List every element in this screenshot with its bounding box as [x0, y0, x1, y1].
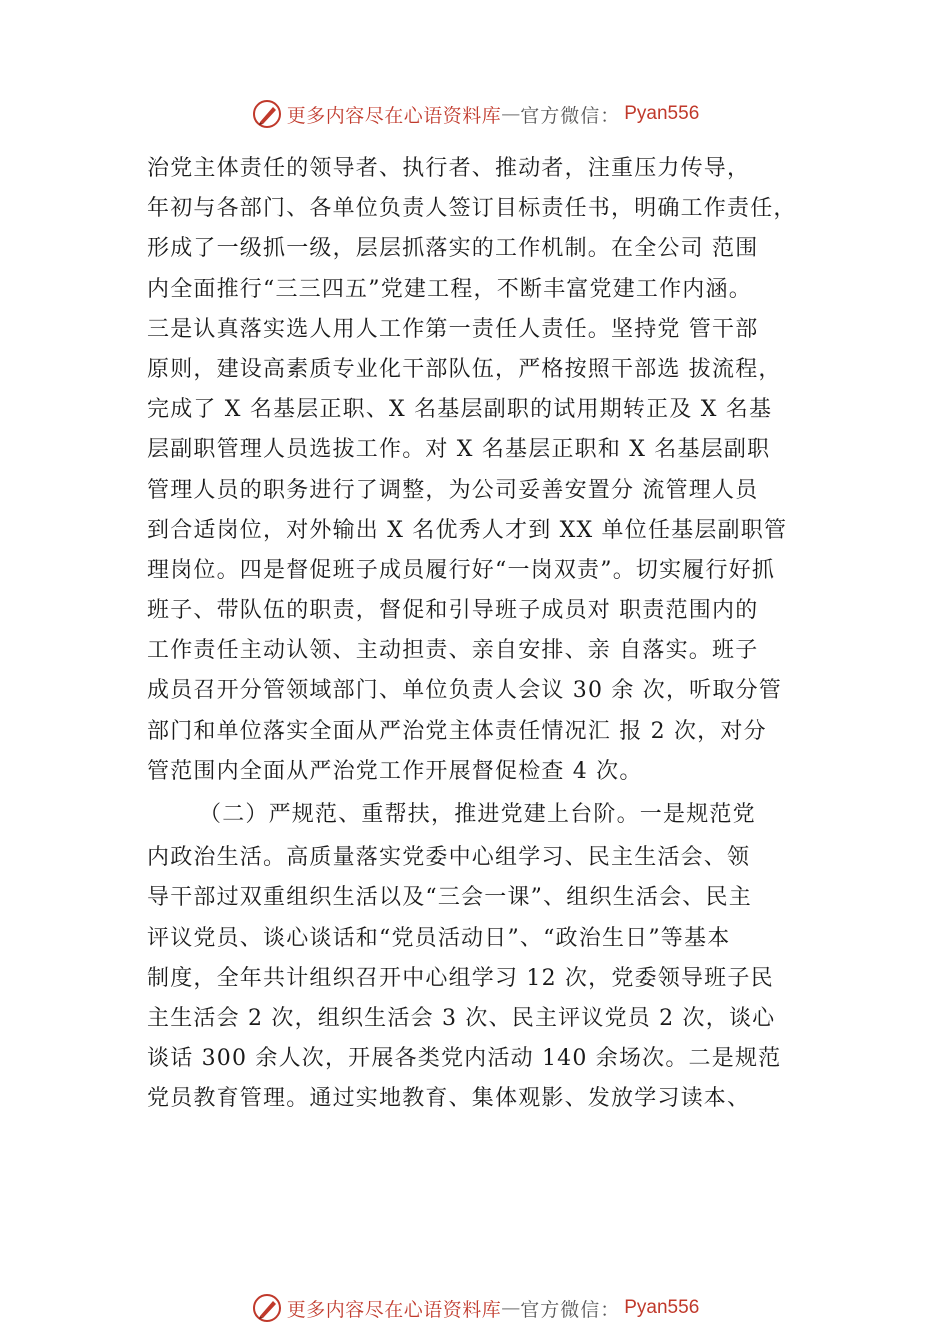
body-line: 评议党员、谈心谈话和“党员活动日”、“政治生日”等基本 [147, 925, 731, 951]
body-line: 管范围内全面从严治党工作开展督促检查 4 次。 [147, 758, 643, 784]
body-line: 主生活会 2 次，组织生活会 3 次、民主评议党员 2 次，谈心 [147, 1005, 776, 1031]
body-line: 原则，建设高素质专业化干部队伍，严格按照干部选 拔流程， [147, 356, 782, 382]
body-line: 完成了 X 名基层正职、X 名基层副职的试用期转正及 X 名基 [147, 397, 773, 423]
header-watermark [0, 96, 950, 132]
body-line: 到合适岗位，对外输出 X 名优秀人才到 XX 单位任基层副职管 [147, 517, 788, 543]
body-line: 管理人员的职务进行了调整，为公司妥善安置分 流管理人员 [147, 477, 759, 503]
watermark-main-text: 更多内容尽在心语资料库 [286, 104, 502, 127]
body-line: 班子、带队伍的职责，督促和引导班子成员对 职责范围内的 [147, 598, 759, 624]
watermark-wechat-label: 官方微信： [520, 104, 621, 127]
body-line: 内政治生活。高质量落实党委中心组学习、民主生活会、领 [147, 845, 751, 871]
body-line: 成员召开分管领域部门、单位负责人会议 30 余 次，听取分管 [147, 678, 782, 704]
body-line: 党员教育管理。通过实地教育、集体观影、发放学习读本、 [147, 1086, 751, 1112]
watermark-main-text: 更多内容尽在心语资料库 [286, 1298, 502, 1321]
pen-logo-icon [251, 1292, 283, 1324]
body-line: 年初与各部门、各单位负责人签订目标责任书，明确工作责任， [147, 196, 797, 222]
body-line: 制度，全年共计组织召开中心组学习 12 次，党委领导班子民 [147, 965, 774, 991]
watermark-wechat-label: 官方微信： [520, 1298, 621, 1321]
body-line: 形成了一级抓一级，层层抓落实的工作机制。在全公司 范围 [147, 236, 759, 262]
body-line: 导干部过双重组织生活以及“三会一课”、组织生活会、民主 [147, 885, 752, 911]
footer-watermark [0, 1290, 950, 1326]
section-heading-line: （二）严规范、重帮扶，推进党建上台阶。一是规范党 [199, 802, 756, 827]
body-line: 部门和单位落实全面从严治党主体责任情况汇 报 2 次，对分 [147, 718, 767, 744]
document-body [147, 149, 847, 1120]
body-line: 三是认真落实选人用人工作第一责任人责任。坚持党 管干部 [147, 316, 759, 342]
watermark-dash: — [501, 103, 521, 125]
body-line: 工作责任主动认领、主动担责、亲自安排、亲 自落实。班子 [147, 638, 759, 664]
pen-logo-icon [251, 98, 283, 130]
body-line: 治党主体责任的领导者、执行者、推动者，注重压力传导， [147, 156, 751, 181]
watermark-wechat-id: Pyan556 [624, 103, 700, 124]
watermark-dash: — [501, 1297, 521, 1319]
body-line: 谈话 300 余人次，开展各类党内活动 140 余场次。二是规范 [147, 1046, 782, 1072]
body-line: 内全面推行“三三四五”党建工程，不断丰富党建工作内涵。 [147, 276, 752, 302]
watermark-wechat-id: Pyan556 [624, 1297, 700, 1318]
body-line: 理岗位。四是督促班子成员履行好“一岗双责”。切实履行好抓 [147, 557, 776, 583]
body-line: 层副职管理人员选拔工作。对 X 名基层正职和 X 名基层副职 [147, 437, 771, 463]
